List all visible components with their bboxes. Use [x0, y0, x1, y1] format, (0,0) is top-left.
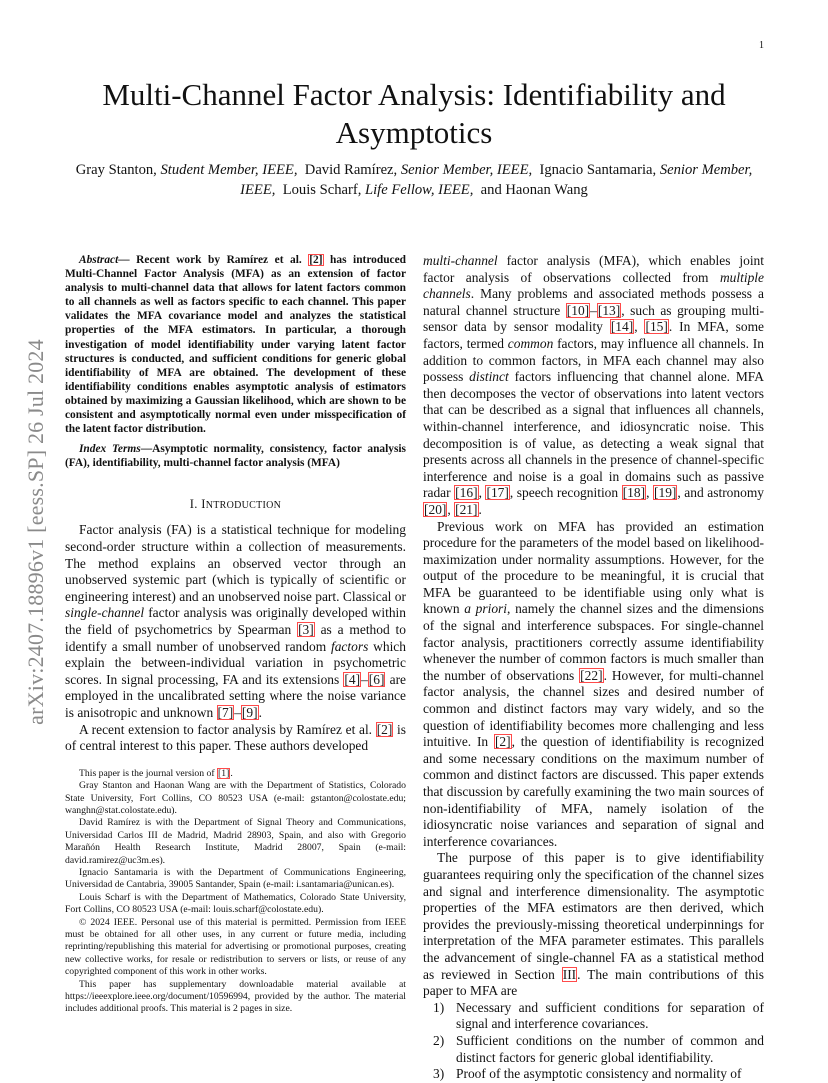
citation-link[interactable]: [7]	[217, 704, 234, 720]
intro-paragraph: Previous work on MFA has provided an estimation procedure for the parameters of the model based on likelihood-maximization under normality assumptions. However, for the output of the procedure to be meaningful, it is crucial that MFA be guaranteed to be identifiable using only what is known a priori, namely the channel sizes and the dimensions of the signal and interference subspaces. For single-channel factor analysis, practitioners correctly assume identifiability whenever the number of common factors is much smaller than the number of observations [22]. However, for multi-channel factor analysis, the channel sizes and desired number of common and distinct factors may vary widely, and so the question of identifiability becomes more challenging and less intuitive. In [2], the question of identifiability is recognized and some necessary conditions on the maximum number of common and distinct factors are discussed. This paper extends that discussion by carefully examining the two main sources of non-identifiability of MFA, namely isolation of the idiosyncratic noise variances and separation of signal and interference covariances.	[423, 518, 764, 849]
footnote: David Ramírez is with the Department of Signal Theory and Communications, Universidad Carlos III de Madrid, Madrid 28903, Spain, and also with Gregorio Marañón Health Research Institute, Madrid 28007, Spain (e-mail: david.ramirez@uc3m.es).	[65, 817, 406, 866]
citation-link[interactable]: [2]	[376, 721, 393, 737]
citation-link[interactable]: [14]	[610, 319, 634, 335]
author-list	[75, 160, 753, 200]
author-role: Student Member, IEEE,	[160, 162, 298, 178]
intro-paragraph: Factor analysis (FA) is a statistical technique for modeling second-order structure within a collection of measurements. The method explains an observed vector through an unobserved systemic part (which is typically of scientific or engineering interest) and an unobserved noise part. Classical or single-channel factor analysis was originally developed within the field of psychometrics by Spearman [3] as a method to identify a small number of unobserved random factors which explain the between-individual variation in psychometric scores. In signal processing, FA and its extensions [4]–[6] are employed in the uncalibrated setting where the noise variance is anisotropic and unknown [7]–[9].	[65, 522, 407, 720]
contributions-list	[423, 1000, 764, 1083]
citation-link[interactable]: [22]	[580, 667, 603, 683]
citation-link[interactable]: [13]	[597, 302, 621, 318]
intro-paragraph: multi-channel factor analysis (MFA), which enables joint factor analysis of observations collected from multiple channels. Many problems and associated methods possess a natural channel structure [10]–[13], such as grouping multi-sensor data by sensor modality [14], [15]. In MFA, some factors, termed common factors, may influence all channels. In addition to common factors, in MFA each channel may also possess distinct factors influencing that channel alone. MFA then decomposes the vector of observations into latent vectors that can be described as a signal that influences all channels, within-channel interference, and idiosyncratic noise. This decomposition is of value, as detecting a weak signal that presents across all channels in the presence of channel-specific interference and noise is a goal in domains such as passive radar [16], [17], speech recognition [18], [19], and astronomy [20], [21].	[423, 253, 765, 517]
index-terms: Index Terms—Asymptotic normality, consistency, factor analysis (FA), identifiability, multi-channel factor analysis (MFA)	[65, 443, 406, 470]
author-name: Ignacio Santamaria,	[539, 162, 657, 178]
list-item: 1) Necessary and sufficient conditions for separation of signal and interference covariances.	[433, 999, 764, 1032]
citation-link[interactable]: [6]	[368, 671, 385, 687]
author-name: and Haonan Wang	[480, 182, 588, 198]
abstract-label: Abstract—	[79, 254, 130, 266]
citation-link[interactable]: [19]	[654, 485, 677, 501]
citation-link[interactable]: [20]	[424, 501, 447, 517]
citation-link[interactable]: [4]	[344, 671, 361, 687]
footnote: © 2024 IEEE. Personal use of this material is permitted. Permission from IEEE must be obtained for all other uses, in any current or future media, including reprinting/republishing this material for advertising or promotional purposes, creating new collective works, for resale or redistribution to servers or lists, or reuse of any copyrighted component of this work in other works.	[65, 916, 406, 978]
list-item: 2) Sufficient conditions on the number of common and distinct factors for generic global identifiability.	[433, 1032, 764, 1065]
intro-paragraph: A recent extension to factor analysis by Ramírez et al. [2] is of central interest to this paper. These authors developed	[65, 721, 407, 754]
citation-link[interactable]: [17]	[486, 485, 509, 501]
citation-link[interactable]: [18]	[622, 485, 646, 501]
footnote: This paper is the journal version of [1].	[79, 767, 233, 779]
intro-paragraph: The purpose of this paper is to give identifiability guarantees requiring only the specification of the channel sizes and signal and interference dimensionality. The asymptotic properties of the MFA estimators are then derived, which provides the previously-missing theoretical underpinnings for interpretation of the MFA parameter estimates. This parallels the advancement of single-channel FA as a statistical method as reviewed in Section III. The main contributions of this paper to MFA are	[423, 850, 764, 999]
section-heading-introduction: I. INTRODUCTION	[189, 497, 282, 512]
citation-link[interactable]: [16]	[455, 485, 478, 501]
author-role: Senior Member, IEEE,	[400, 162, 533, 178]
author-name: Louis Scharf,	[282, 182, 362, 198]
citation-link[interactable]: [9]	[241, 704, 258, 720]
list-item: 3) Proof of the asymptotic consistency and normality of	[433, 1066, 742, 1082]
citation-link[interactable]: [10]	[566, 302, 590, 318]
author-name: David Ramírez,	[304, 162, 398, 178]
footnote: Louis Scharf is with the Department of Mathematics, Colorado State University, Fort Collins, CO 80523 USA (e-mail: louis.scharf@colostate.edu).	[65, 891, 406, 916]
citation-link[interactable]: [3]	[298, 621, 314, 637]
citation-link[interactable]: [2]	[494, 734, 511, 750]
abstract: Abstract— Recent work by Ramírez et al. [2] has introduced Multi-Channel Factor Analysis (MFA) as an extension of factor analysis to multi-channel data that allows for latent factors common to all channels as well as factors specific to each channel. This paper validates the MFA covariance model and analyzes the statistical properties of the MFA estimators. In particular, a thorough investigation of model identifiability under varying latent factor structures is conducted, and sufficient conditions for generic global identifiability of MFA are obtained. The development of these identifiability conditions enables asymptotic analysis of estimators obtained by maximizing a Gaussian likelihood, which are shown to be consistent and asymptotically normal even under misspecification of the latent factor distribution.	[65, 254, 406, 436]
page-number: 1	[759, 40, 764, 51]
index-terms-label: Index Terms	[79, 443, 141, 456]
author-role: Senior Member, IEEE,	[240, 162, 753, 198]
footnote: This paper has supplementary downloadable material available at https://ieeexplore.ieee.org/document/10596994, provided by the author. The material includes additional proofs. This material is 2 pages in size.	[65, 978, 406, 1015]
left-column	[65, 253, 406, 1016]
citation-link[interactable]: [2]	[309, 254, 323, 266]
citation-link[interactable]: [21]	[455, 501, 478, 517]
footnote: Ignacio Santamaria is with the Department of Communications Engineering, Universidad de Cantabria, 39005 Santander, Spain (e-mail: i.santamaria@unican.es).	[65, 866, 406, 891]
author-role: Life Fellow, IEEE,	[365, 182, 474, 198]
author-name: Gray Stanton,	[75, 162, 157, 178]
citation-link[interactable]: [15]	[645, 319, 668, 335]
section-link[interactable]: III	[562, 966, 577, 982]
arxiv-stamp: arXiv:2407.18896v1 [eess.SP] 26 Jul 2024	[23, 339, 48, 725]
right-column	[423, 253, 764, 1083]
footnotes	[65, 768, 406, 1016]
footnote: Gray Stanton and Haonan Wang are with the Department of Statistics, Colorado State University, Fort Collins, CO 80523 USA (e-mail: gstanton@colostate.edu; wanghn@stat.colostate.edu).	[65, 780, 406, 816]
citation-link[interactable]: [1]	[218, 767, 230, 779]
paper-title: Multi-Channel Factor Analysis: Identifiability and Asymptotics	[102, 77, 726, 150]
